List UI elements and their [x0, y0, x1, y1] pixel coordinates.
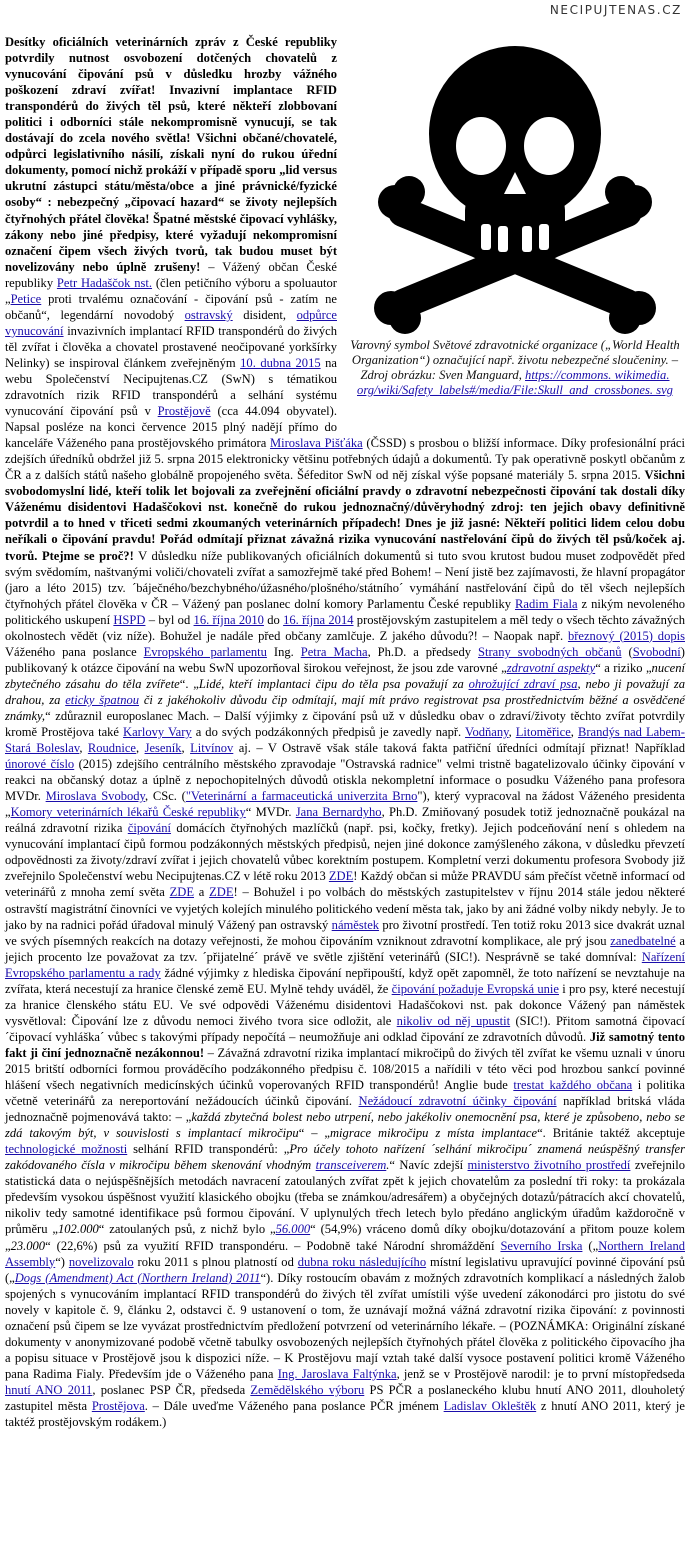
- text-segment: , Ph.D. a předsedy: [367, 644, 478, 659]
- link-16-rijna-2010[interactable]: 16. října 2010: [193, 612, 264, 627]
- link-zanedbatelne[interactable]: zanedbatelné: [610, 933, 676, 948]
- text-segment: žádné výjimky z hlediska čipování nepřipouští, když opět zapomněl, že toto nařízení se nevztahuje na zvířata, která necestují za hranice členské země EU. Mylně tehdy uváděl, že: [5, 965, 685, 996]
- text-segment: z hnutí ANO 2011, který je taktéž prostějovským rodákem.): [5, 1398, 685, 1430]
- link-cipovani-pozaduje-eu[interactable]: čipování požaduje Evropská unie: [391, 981, 559, 996]
- link-breznovy-dopis[interactable]: březnový (2015) dopis: [567, 628, 685, 643]
- text-segment: “. „: [179, 676, 199, 691]
- link-ohrozujici-zdravi-psa[interactable]: ohrožující zdraví psa: [468, 676, 578, 691]
- text-segment: (cca 44.094 obyvatel). Napsal posléze na konci července 2015 plný nadějí přímo do kanceláře Váženého pana prostějovského primátora: [5, 404, 337, 451]
- text-segment: “ zdůraznil europoslanec Mach. – Další výjimky z čipování psů už v důsledku obav o zdraví/životy těchto zvířat potvrdily kromě Prostějova také: [5, 708, 685, 740]
- link-10-dubna-2015[interactable]: 10. dubna 2015: [240, 355, 321, 370]
- text-segment: V důsledku níže publikovaných oficiálních dokumentů si tuto svou krutost budou muset zodpovědět před svým svědomím, naštvanými voliči/chovateli zvířat a samozřejmě také před Bohem! – Není jistě bez zajímavosti, že hlavní propagátor (jaro a léto 2015) tzv. ´báječného/bezchybného/úžasného/plošného/státního´ vymáhání nastřelování čipů do těl všech nejlepších čtyřnohých přátel člověka v ČR – Vážený pan poslanec dolní komory Parlamentu České republiky: [5, 548, 685, 611]
- link-ostravsky[interactable]: ostravský: [184, 307, 233, 322]
- text-segment: , CSc. (: [145, 789, 186, 804]
- link-nikoliv-od-nej-upustit[interactable]: nikoliv od něj upustit: [396, 1013, 511, 1028]
- text-segment: – byl od: [145, 612, 194, 627]
- link-ladislav-oklestek[interactable]: Ladislav Okleštěk: [443, 1398, 537, 1413]
- text-segment: “). Díky rostoucím obavám z možných zdravotních komplikací a následných žalob spojených s vynucováním implantací RFID transpondérů do živých těl zvířat umístili výše uvedení zákonodárci pro jistotu do své novely v kapitole č. 9, článku 2, odstavci č. 9 ustanovení o tom, že uznávají možná vážná zdravotní rizika čipování: z povinnosti označení psů čipem se lze vyvázat prostřednictvím předložení potvrzení od veterinárního lékaře. – (POZNÁMKA: Originální získané dokumenty v anonymizované podobě včetně tabulky osvobozených nejlepších čtyřnohých přátel člověka z politického čipovacího jha a popisu situace v Prostějově jsou k dispozici níže. – K Prostějovu mají vztah také další vysoce postavení politici kromě Váženého pana Radima Fialy. Především jde o Váženého pana: [5, 1270, 685, 1381]
- text-segment: i pro psy, které necestují za hranice členského státu EU. Ve své odpovědi Váženému disidentovi Hadaščokovi nst. pak dokonce Vážený pan náměstek vysvětloval: Čipování lze z důvodu nemoci živého tvora sice odložit, ale: [5, 981, 686, 1028]
- text-segment: na webu Společenství Necipujtenas.CZ (SwN) s tématikou zdravotních rizik RFID transpondérů a selhání systému vynucování čipování psů v: [5, 355, 337, 419]
- link-trestat-kazdeho-obcana[interactable]: trestat každého občana: [513, 1078, 633, 1093]
- link-northern-ireland-assembly[interactable]: Northern Ireland Assembly: [5, 1238, 686, 1269]
- text-segment: “ MVDr.: [245, 805, 296, 820]
- bold-statement: Již samotný tento fakt ji činí jednoznačně nezákonnou!: [5, 1029, 685, 1060]
- text-segment: “ zatoulaných psů, z nichž bylo „: [98, 1222, 276, 1237]
- text-segment: “ Navíc zdejší: [389, 1158, 468, 1173]
- link-prostejova[interactable]: Prostějova: [91, 1398, 145, 1413]
- link-zdravotni-aspekty[interactable]: zdravotní aspekty: [506, 660, 596, 675]
- text-segment: disident,: [232, 307, 297, 322]
- link-strany-svobodnych-obcanu[interactable]: Strany svobodných občanů: [478, 644, 622, 659]
- link-miroslava-pistaka[interactable]: Miroslava Pišťáka: [269, 436, 363, 451]
- text-segment: Váženého pana poslance: [5, 644, 144, 659]
- link-litvinov[interactable]: Litvínov: [190, 741, 234, 756]
- text-segment: místní legislativu upravující povinné čipování psů („: [5, 1254, 685, 1285]
- link-dogs-amendment-act[interactable]: Dogs (Amendment) Act (Northern Ireland) 2011: [14, 1270, 261, 1285]
- link-petice[interactable]: Petice: [10, 291, 42, 306]
- link-zemedelskeho-vyboru[interactable]: Zemědělského výboru: [250, 1382, 365, 1397]
- text-segment: pro životní prostředí. Ten totiž roku 2013 sice dvakrát uznal ve svých písemných reakcích na dotazy veřejnosti, že mohou čipováním vzniknout zdravotní komplikace, ale prý jsou: [5, 917, 685, 948]
- text-segment: , Ph.D. Zmiňovaný posudek totiž jednoznačně poukázal na reálná zdravotní rizika: [5, 805, 685, 836]
- link-svobodni[interactable]: Svobodní: [632, 644, 681, 659]
- text-segment: “ a riziko „: [595, 660, 652, 675]
- text-segment: a jejich procento lze považovat za tzv. ´přijatelné´ právě ve světle zjištění veterinářů (SIC!). Nesprávně se také domníval:: [5, 933, 685, 964]
- link-jesenik[interactable]: Jeseník: [144, 741, 182, 756]
- link-severniho-irska[interactable]: Severního Irska: [500, 1238, 583, 1253]
- text-segment: (ČSSD) s prosbou o bližší informace. Díky profesionální práci zdejších úředníků obdržel již 5. srpna 2015 elektronicky většinu potřebných údajů a dokumentů. Ty pak operativně poskytl občanům z ČR a z dalších států našeho globálně propojeného světa. Šéfeditor SwN od něj získal výše popsané materiály 5. srpna 2015.: [5, 436, 685, 483]
- quote-segment: Pro účely tohoto nařízení ´selhání mikročipu´ znamená neúspěšný transfer zakódovaného čísla v mikročipu během skenování vhodným: [5, 1142, 686, 1173]
- quote-segment: , nebo ji považují za drahou, za: [5, 676, 685, 707]
- link-dubna-roku-nasledujiciho[interactable]: dubna roku následujícího: [297, 1254, 427, 1269]
- quote-segment: Lidé, kteří implantaci čipu do těla psa považují za: [198, 676, 469, 691]
- text-segment: (člen petičního výboru a spoluautor „: [5, 275, 337, 306]
- link-novelizovalo[interactable]: novelizovalo: [68, 1254, 134, 1269]
- link-namestek[interactable]: náměstek: [331, 917, 380, 932]
- quote-segment: 102.000: [58, 1222, 99, 1237]
- text-segment: a: [194, 885, 210, 900]
- lead-paragraph: Desítky oficiálních veterinárních zpráv z České republiky potvrdily nutnost osvobození dotčených chovatelů z vynucování čipování psů v důsledku hrozby vážného poškození zdraví zvířat! Invazivní implantace RFID transpondérů do živých těl psů, které někteří zlobbovaní politici i odborníci stále nekompromisně vynucují, se tak dostávají do zcela nového světla! Všichni občané/chovatelé, odpůrci legislativního násilí, získali nyní do rukou úřední dokumenty, pomocí nichž prokáží v případě sporu „lid versus ukrutní zástupci státu/města/obce a jiné právnické/fyzické osoby“ : nebezpečný „čipovací hazard“ se životy nejlepších čtyřnohých přátel člověka! Špatné městské čipovací vyhlášky, zákony nebo jiné předpisy, které vyžadují nekompromisní označení čipem všech živých tvorů, tak budou muset být novelizovány nebo úplně zrušeny!: [5, 35, 337, 274]
- quote-segment: 23.000: [10, 1238, 46, 1253]
- text-segment: , jenž se v Prostějově narodil: je to první místopředseda: [396, 1366, 685, 1381]
- site-name: NECIPUJTENAS.CZ: [549, 3, 682, 17]
- link-petra-macha[interactable]: Petra Macha: [300, 644, 368, 659]
- link-zde-3[interactable]: ZDE: [209, 885, 234, 900]
- article-text: [5, 34, 685, 1430]
- quote-segment: migrace mikročipu z místa implantace: [330, 1126, 538, 1141]
- text-segment: („: [582, 1238, 599, 1253]
- link-transceiverem[interactable]: transceiverem: [315, 1158, 387, 1173]
- text-segment: , poslanec PSP ČR, předseda: [92, 1382, 251, 1397]
- text-segment: aj. – V Ostravě však stále taková fakta patřiční úředníci odmítají přiznat! Například: [233, 741, 685, 756]
- link-hnuti-ano-2011[interactable]: hnutí ANO 2011: [5, 1382, 93, 1397]
- link-petr-hadascok[interactable]: Petr Hadaščok nst.: [56, 275, 153, 290]
- text-segment: domácích čtyřnohých mazlíčků (např. psi, kočky, fretky). Jejich podceňování není s ohledem na vynucování implantací čipů formou podzákonných městských předpisů, nejen jiné dokonce zamýšleného zákona, v důsledku převzetí odpovědnosti za životy/zdraví zvířat i jejich chovatelů vůbec korektním postupem. Kompletní verzi dokumentu profesora Svobody již zveřejnilo Společenství webu Necipujtenas.CZ v létě roku 2013: [5, 821, 685, 884]
- link-vfu-brno[interactable]: "Veterinární a farmaceutická univerzita Brno: [185, 789, 418, 804]
- link-cipovani[interactable]: čipování: [127, 821, 172, 836]
- text-segment: zveřejnilo statistická data o nejúspěšnějších metodách navracení zatoulaných zvířat zpět k jejich chovatelům za poslední tři roky: ta prokázala především vysokou úspěšnost využití klasického obojku (třeba se známkou/adresářem) a obyčejných dotazů/pátracích akcí chovatelů, nikoliv tedy samotné identifikace psů formou čipování. V uplynulých třech letech bylo předáno anglickým úřadům každoročně v průměru „: [5, 1158, 685, 1237]
- text-segment: ,: [570, 725, 578, 740]
- link-evropskeho-parlamentu[interactable]: Evropského parlamentu: [143, 644, 267, 659]
- link-karlovy-vary[interactable]: Karlovy Vary: [123, 725, 192, 740]
- text-segment: například britská vláda jednoznačně pojmenovává takto: – „: [5, 1094, 685, 1125]
- link-technologicke-moznosti[interactable]: technologické možnosti: [5, 1142, 128, 1157]
- link-16-rijna-2014[interactable]: 16. října 2014: [283, 612, 354, 627]
- link-unorove-cislo[interactable]: únorové číslo: [5, 757, 75, 772]
- text-segment: roku 2011 s plnou platností od: [133, 1254, 298, 1269]
- caption-text: Varovný symbol Světové zdravotnické organizace („World Health Organization“) označující např. životu nebezpečné sloučeniny. – Zdroj obrázku: Sven Manguard,: [350, 338, 680, 382]
- bold-statement: Všichni svobodomyslní lidé, kteří tolik let bojovali za zveřejnění oficiální pravdy o zdravotní nebezpečnosti čipování tak dostali díky Váženému disidentovi Hadaščokovi nst. konečně do rukou jednoznačný/důvěryhodný zdroj: ten jejich obavy definitivně potvrdil a to hned v třiceti sedmi zkoumaných veterinárních případech! Dnes je již jasné: Někteří politici lidem celou dobu neříkali o čipování pravdu! Pořád odmítají přiznat závažná rizika vynucování nastřelování čipů do živých těl psů/koček aj. tvorů. Ptejme se proč?!: [5, 468, 685, 563]
- text-segment: Ing.: [266, 644, 301, 659]
- text-segment: i politika včetně veterinářů za nereportování nežádoucích účinků čipování.: [5, 1078, 686, 1109]
- skull-and-crossbones-icon: [365, 42, 665, 334]
- quote-segment: .: [386, 1158, 390, 1173]
- link-hspd[interactable]: HSPD: [113, 612, 146, 627]
- text-segment: ,: [181, 741, 191, 756]
- link-komora-veterinarnich-lekaru[interactable]: Komory veterinárních lékařů České republiky: [10, 805, 246, 820]
- text-segment: PS PČR a poslaneckého klubu hnutí ANO 2011, dlouholetý zastupitel města: [5, 1382, 685, 1413]
- text-segment: a do svých podzákonných předpisů je zavedly např.: [191, 725, 465, 740]
- caption-source-link[interactable]: https://commons. wikimedia. org/wiki/Safety_labels#/media/File:Skull_and_crossbones. svg: [357, 368, 673, 397]
- text-segment: – Závažná zdravotní rizika implantací mikročipů do živých těl zvířat ke všemu uznali v únoru 2015 britští odborníci formou prováděcího podzákonného předpisu č. 108/2015 a nařídili v této věci pod hrozbou sankcí povinné hlášení všech negativních medicínských účinků voperovaných RFID transpondérů! Anglie bude: [5, 1045, 685, 1093]
- link-zde-1[interactable]: ZDE: [328, 869, 354, 884]
- text-segment: (: [621, 644, 633, 659]
- quote-segment: nucení zbytečného zásahu do těla zvířete: [5, 660, 685, 691]
- text-segment: ) publikovaný k otázce čipování na webu SwN upozorňoval širokou veřejnost, že jsou zde varovné „: [5, 644, 685, 675]
- link-56000[interactable]: 56.000: [275, 1222, 311, 1237]
- link-odpurce-vynucovani[interactable]: odpůrce vynucování: [5, 307, 337, 338]
- text-segment: . – Dále uveďme Váženého pana poslance PČR jménem: [144, 1398, 444, 1413]
- link-miroslava-svobody[interactable]: Miroslava Svobody: [45, 789, 146, 804]
- text-segment: ,: [79, 741, 88, 756]
- figure: [345, 38, 685, 430]
- link-jana-bernardyho[interactable]: Jana Bernardyho: [295, 805, 382, 820]
- text-segment: selhání RFID transpondérů: „: [127, 1142, 290, 1157]
- text-segment: proti trvalému označování - čipování psů - zatím ne občanů“, legendární novodobý: [5, 291, 337, 322]
- text-segment: ! Každý občan si může PRAVDU sám přečíst včetně informací od veterinářů z mnoha zemí světa: [5, 869, 685, 900]
- text-segment: ,: [135, 741, 145, 756]
- link-eticky-spatnou[interactable]: eticky špatnou: [65, 692, 140, 707]
- link-prostejove[interactable]: Prostějově: [157, 404, 211, 419]
- link-ministerstvo-zp[interactable]: ministerstvo životního prostředí: [467, 1158, 631, 1173]
- text-segment: "), který vypracoval na žádost Váženého presidenta „: [5, 789, 685, 820]
- text-segment: “ – „: [298, 1126, 330, 1141]
- text-segment: ,: [508, 725, 516, 740]
- text-segment: “. Británie taktéž akceptuje: [537, 1126, 685, 1141]
- text-segment: – Vážený občan České republiky: [5, 259, 338, 290]
- text-segment: prostějovským zastupitelem a měl tedy o všech těchto závažných okolnostech vědět (viz níže). Bohužel je nadále před občany zamlčuje. Z jakého důvodu?! – Naopak např.: [5, 612, 685, 643]
- text-segment: “ (22,6%) psů za využití RFID transpondéru. – Podobně také Národní shromáždění: [45, 1238, 501, 1253]
- text-segment: (SIC!). Přitom samotná čipovací ´čipovací vyhláška´ vůbec s takovými případy nepočítá – neumožňuje ani odklad čipování ze zdravotních důvodů.: [5, 1013, 686, 1044]
- quote-segment: každá zbytečná bolest nebo utrpení, nebo jakékoliv onemocnění psa, které je způsobeno, nebo se zdá takovým být, v souvislosti s implantací mikročipu: [5, 1110, 685, 1141]
- text-segment: ! – Bohužel i po volbách do městských zastupitelstev v říjnu 2014 stále jedou některé ostravští magistrátní činovníci ve vyjetých kolejích minulého politického vedení města tak, jako by ani žádné volby nikdy nebyly. Je to jako by na radnici pořád úřadoval minulý Vážený pan ostravský: [5, 885, 686, 932]
- text-segment: “): [55, 1254, 69, 1269]
- figure-caption: [345, 338, 685, 398]
- link-zde-2[interactable]: ZDE: [169, 885, 194, 900]
- text-segment: z nikým nevoleného politického uskupení: [5, 596, 685, 627]
- link-roudnice[interactable]: Roudnice: [87, 741, 136, 756]
- link-narizeni-ep-a-rady[interactable]: Nařízení Evropského parlamentu a rady: [5, 949, 685, 980]
- text-segment: (2015) zdejšího centrálního městského zpravodaje "Ostravská radnice" velmi tristně bagatelizovalo účinky čipování v reakci na občanský dotaz a úplně z nepochopitelných důvodů otiskla nekompletní informace o posudku Váženého pana profesora MVDr.: [5, 757, 685, 804]
- text-segment: do: [263, 612, 284, 627]
- link-vodnany[interactable]: Vodňany: [465, 725, 509, 740]
- link-litomerice[interactable]: Litoměřice: [515, 725, 571, 740]
- link-radim-fiala[interactable]: Radim Fiala: [515, 596, 578, 611]
- text-segment: invazivních implantací RFID transpondérů do živých těl zvířat i člověka a chovatel prostavené neočipované yorkšírky Nelinky) se inspiroval článkem zveřejněným: [5, 323, 337, 370]
- text-segment: “ (54,9%) vráceno domů díky obojku/dotazování a přitom pouze kolem „: [5, 1222, 686, 1253]
- link-nezadouci-ucinky[interactable]: Nežádoucí zdravotní účinky čipování: [358, 1094, 557, 1109]
- link-brandys[interactable]: Brandýs nad Labem-Stará Boleslav: [5, 725, 685, 756]
- quote-segment: či z jakéhokoliv důvodu čip odmítají, mají mít právo registrovat psa prostřednictvím běžné a osvědčené známky,: [5, 692, 685, 723]
- link-jaroslava-faltynka[interactable]: Ing. Jaroslava Faltýnka: [277, 1366, 397, 1381]
